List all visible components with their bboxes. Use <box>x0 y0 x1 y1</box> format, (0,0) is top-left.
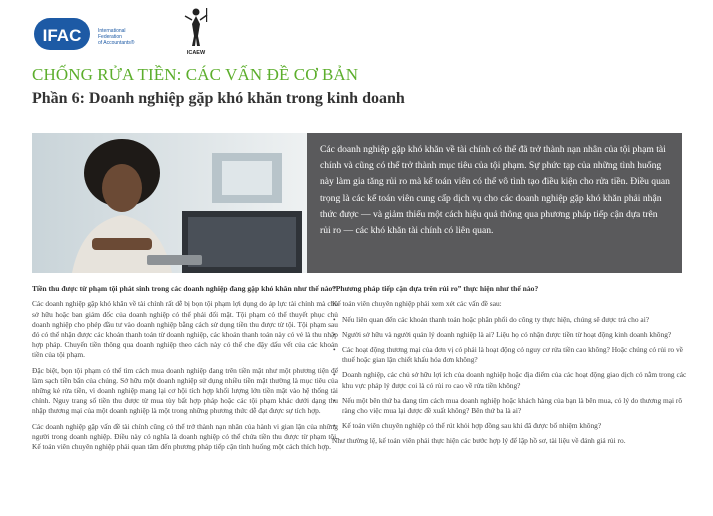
ifac-logo <box>32 16 92 52</box>
left-paragraph: Các doanh nghiệp gặp khó khăn về tài chính rất dễ bị bọn tội phạm lợi dụng do áp lực tài chính mà chủ sở hữu hoặc ban giám đốc của doanh nghiệp có thể phải đối mặt. Tội phạm có thể thuyết phục chủ doanh nghiệp cho phép đầu tư vào doanh nghiệp bằng cách sử dụng tiền thu được từ tội. Tội phạm sau đó có thể nhận được các khoản thanh toán từ doanh nghiệp, các khoản thanh toán này có vẻ là thu nhập hợp pháp. Chuyển tiền thông qua doanh nghiệp theo cách này có thể che đậy dấu vết của các khoản tiền của tội phạm. <box>32 299 338 360</box>
list-item: • Kế toán viên chuyên nghiệp có thể rút khỏi hợp đồng sau khi đã được bổ nhiệm không? <box>332 421 694 431</box>
hero-summary: Các doanh nghiệp gặp khó khăn về tài chính có thể đã trở thành nạn nhân của tội phạm tài chính và cũng có thể trở thành mục tiêu của tội phạm. Sự phức tạp của những tình huống này làm gia tăng rủi ro mà kế toán viên có thể vô tình tạo điều kiện cho rửa tiền. Điều quan trọng là các kế toán viên cung cấp dịch vụ cho các doanh nghiệp gặp khó khăn phải nhận thức được — và giảm thiểu một cách hiệu quả thông qua phương pháp tiếp cận dựa trên rủi ro — các khó khăn tài chính có liên quan. <box>307 133 682 273</box>
right-closing: Như thường lệ, kế toán viên phải thực hiện các bước hợp lý để lập hồ sơ, tài liệu về đánh giá rủi ro. <box>332 436 626 446</box>
list-item: • Các hoạt động thương mại của đơn vị có phải là hoạt động có nguy cơ rửa tiền cao không? Hoặc chúng có rủi ro về thuế hoặc gian lận chiết khấu hóa đơn không? <box>332 345 694 365</box>
risk-questions-list <box>332 315 694 432</box>
svg-text:ICAEW: ICAEW <box>186 50 206 56</box>
right-column <box>332 284 694 452</box>
icaew-logo <box>182 6 210 56</box>
left-paragraph: Các doanh nghiệp gặp vấn đề tài chính cũng có thể trở thành nạn nhân của hành vi gian lận của những người trong doanh nghiệp. Điều này có nghĩa là doanh nghiệp có thể chứa tiền thu được từ phạm tội. Kế toán viên chuyên nghiệp phải quan tâm đến phương pháp tiếp cận tình huống một cách thích hợp. <box>32 421 338 452</box>
ifac-tagline: International Federation of Accountants® <box>98 28 135 46</box>
list-item: • Nếu liên quan đến các khoản thanh toán hoặc phân phối do công ty thực hiện, chúng sẽ được trả cho ai? <box>332 315 694 325</box>
hero-banner <box>32 133 682 273</box>
hero-photo <box>32 133 307 273</box>
page-title: CHỐNG RỬA TIỀN: CÁC VẤN ĐỀ CƠ BẢN <box>32 65 359 84</box>
left-paragraph: Đặc biệt, bọn tội phạm có thể tìm cách mua doanh nghiệp đang trên tiền mặt như một phương tiện để làm sạch tiền bẩn của chúng. Sở hữu một doanh nghiệp sử dụng nhiều tiền mặt thường là mục tiêu của những kẻ rửa tiền, vì doanh nghiệp mang lại cơ hội tích hợp khối lượng lớn tiền mặt vào hệ thống tài chính. Nguy trang số tiền thu được từ mua tùy bất hợp pháp hoặc các tội phạm khác dưới dạng thu nhập thương mại của một doanh nghiệp là một trong những phương thức dễ đạt được sự tích hợp. <box>32 365 338 416</box>
right-heading: “Phương pháp tiếp cận dựa trên rủi ro” thực hiện như thế nào? <box>332 284 539 293</box>
right-intro: Kế toán viên chuyên nghiệp phải xem xét các vấn đề sau: <box>332 299 502 309</box>
subtitle-part: Phần 6: <box>32 90 85 107</box>
list-item: • Nếu một bên thứ ba đang tìm cách mua doanh nghiệp hoặc khách hàng của bạn là bên mua, có lý do thương mại rõ ràng cho việc mua lại được đề xuất không? Bên thứ ba là ai? <box>332 396 694 416</box>
left-column <box>32 284 338 457</box>
list-item: • Người sở hữu và người quản lý doanh nghiệp là ai? Liệu họ có nhận được tiền từ hoạt động kinh doanh không? <box>332 330 694 340</box>
left-heading: Tiền thu được từ phạm tội phát sinh trong các doanh nghiệp đang gặp khó khăn như thế nào? <box>32 284 337 293</box>
page-subtitle <box>32 90 405 108</box>
list-item: • Doanh nghiệp, các chủ sở hữu lợi ích của doanh nghiệp hoặc địa điểm của các hoạt động giao dịch có nằm trong các khu vực pháp lý được coi là có rủi ro cao về rửa tiền không? <box>332 370 694 390</box>
header <box>32 6 692 58</box>
svg-text:IFAC: IFAC <box>42 26 82 45</box>
subtitle-text: Doanh nghiệp gặp khó khăn trong kinh doanh <box>84 90 405 107</box>
